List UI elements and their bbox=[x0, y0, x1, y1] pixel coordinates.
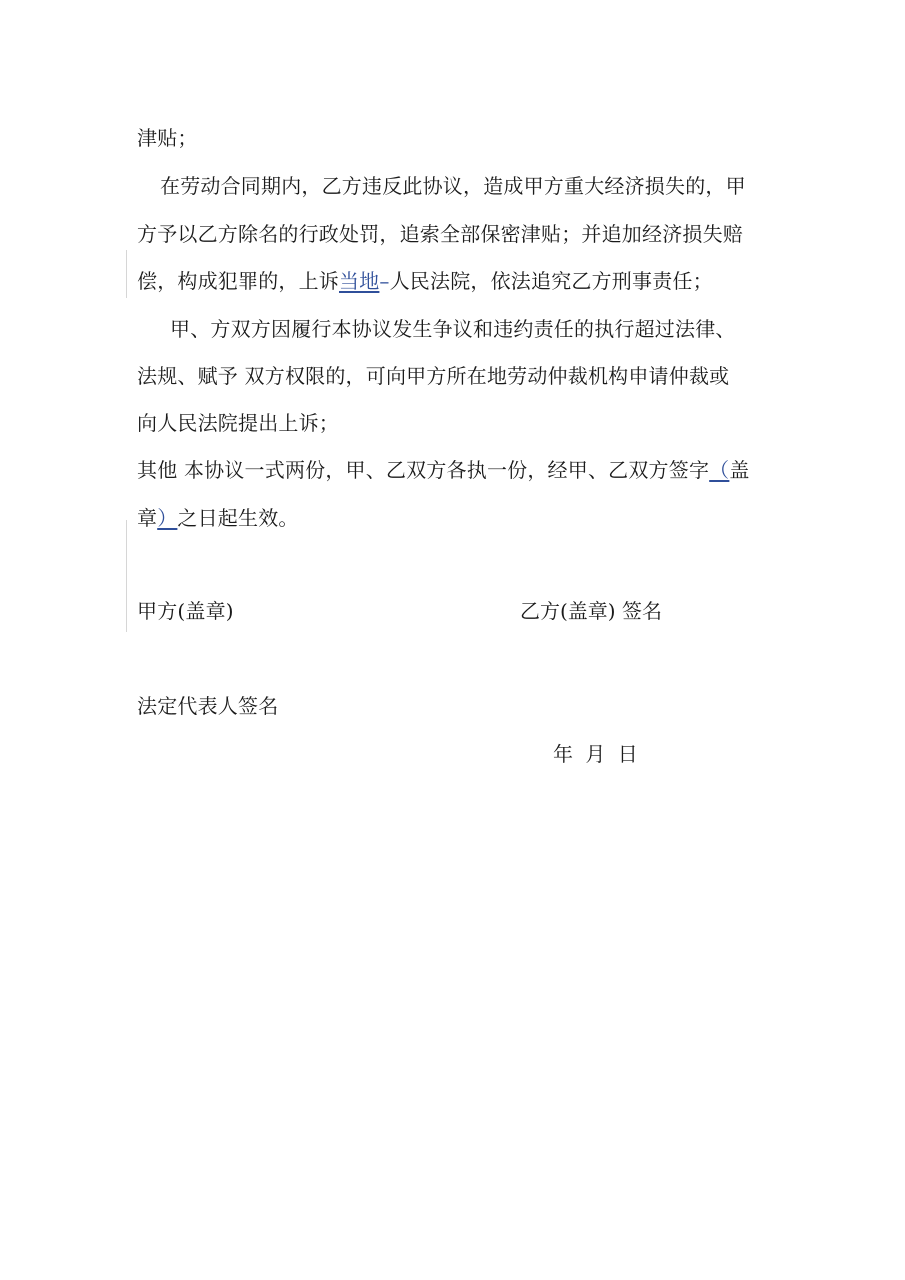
paragraph-line bbox=[137, 456, 750, 484]
paragraph-line: 津贴； bbox=[137, 126, 198, 150]
tracked-change-link[interactable]: ） bbox=[157, 506, 178, 530]
party-b-signature: 乙方(盖章) 签名 bbox=[520, 599, 662, 623]
text-run: 章 bbox=[137, 506, 158, 530]
paragraph-line: 在劳动合同期内，乙方违反此协议，造成甲方重大经济损失的，甲 bbox=[160, 174, 746, 198]
legal-rep-signature: 法定代表人签名 bbox=[137, 694, 279, 718]
paragraph-line: 方予以乙方除名的行政处罚，追索全部保密津贴；并追加经济损失赔 bbox=[137, 222, 743, 246]
tracked-change-dash: – bbox=[379, 269, 390, 293]
margin-change-bar bbox=[126, 520, 127, 632]
margin-change-bar bbox=[126, 250, 127, 298]
paragraph-line: 法规、赋予 双方权限的，可向甲方所在地劳动仲裁机构申请仲裁或 bbox=[137, 364, 730, 388]
signature-date: 年 月 日 bbox=[553, 742, 638, 766]
text-run: 人民法院，依法追究乙方刑事责任； bbox=[389, 269, 713, 293]
text-run: 之日起生效。 bbox=[177, 506, 299, 530]
tracked-change-link[interactable]: 当地 bbox=[339, 269, 380, 293]
tracked-change-link[interactable]: （ bbox=[709, 458, 730, 482]
party-a-signature: 甲方(盖章) bbox=[137, 599, 234, 623]
text-run: 其他 本协议一式两份，甲、乙双方各执一份，经甲、乙双方签字 bbox=[137, 458, 710, 482]
text-run: 偿，构成犯罪的，上诉 bbox=[137, 269, 339, 293]
paragraph-line: 甲、方双方因履行本协议发生争议和违约责任的执行超过法律、 bbox=[170, 317, 736, 341]
paragraph-line bbox=[137, 504, 299, 532]
paragraph-line bbox=[137, 267, 713, 295]
paragraph-line: 向人民法院提出上诉； bbox=[137, 411, 339, 435]
text-run: 盖 bbox=[729, 458, 750, 482]
